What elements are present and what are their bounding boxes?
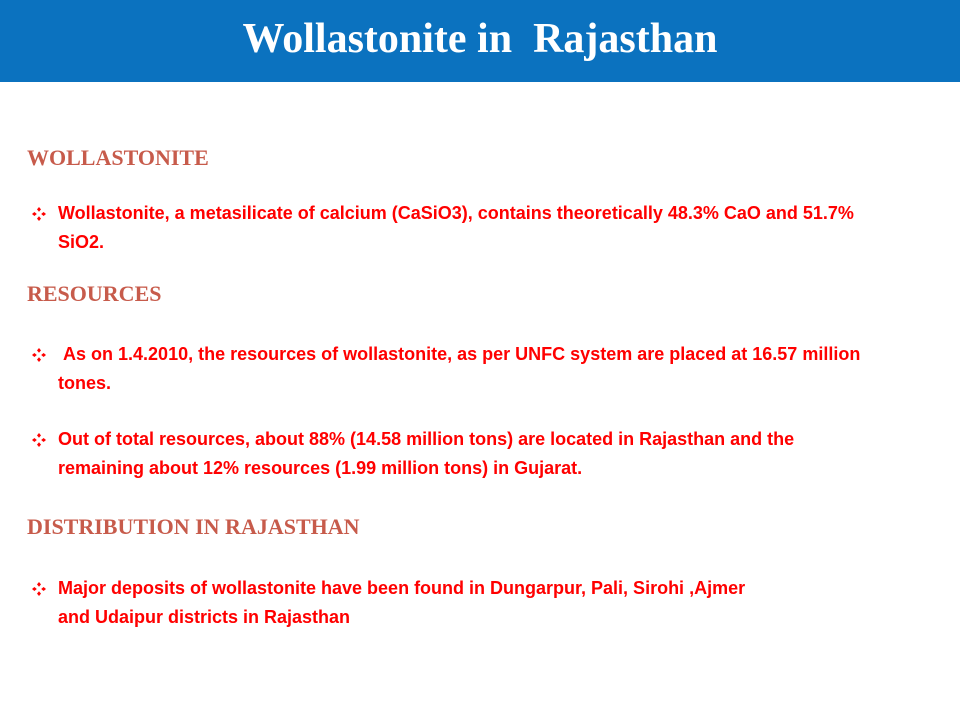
bullet-text: Major deposits of wollastonite have been found in Dungarpur, Pali, Sirohi ,Ajmer and Udaipur districts in Rajasthan <box>58 578 751 627</box>
bullet-text: Wollastonite, a metasilicate of calcium (CaSiO3), contains theoretically 48.3% CaO and 51.7% SiO2. <box>58 203 859 252</box>
title-bar <box>0 0 960 82</box>
bullet-text: As on 1.4.2010, the resources of wollastonite, as per UNFC system are placed at 16.57 million tones. <box>58 344 866 393</box>
bullet-composition <box>32 199 872 257</box>
diamond-bullet-icon <box>32 582 46 596</box>
bullet-resources-total <box>32 340 882 398</box>
section-heading-resources: RESOURCES <box>27 281 162 306</box>
bullet-resources-split <box>32 425 872 483</box>
diamond-bullet-icon <box>32 207 46 221</box>
section-heading-distribution: DISTRIBUTION IN RAJASTHAN <box>27 514 360 539</box>
bullet-distribution <box>32 574 752 632</box>
bullet-text: Out of total resources, about 88% (14.58 million tons) are located in Rajasthan and the remaining about 12% resources (1.99 million tons) in Gujarat. <box>58 429 800 478</box>
slide-title: Wollastonite in Rajasthan <box>242 16 718 62</box>
diamond-bullet-icon <box>32 433 46 447</box>
section-heading-wollastonite: WOLLASTONITE <box>27 145 209 170</box>
diamond-bullet-icon <box>32 348 46 362</box>
